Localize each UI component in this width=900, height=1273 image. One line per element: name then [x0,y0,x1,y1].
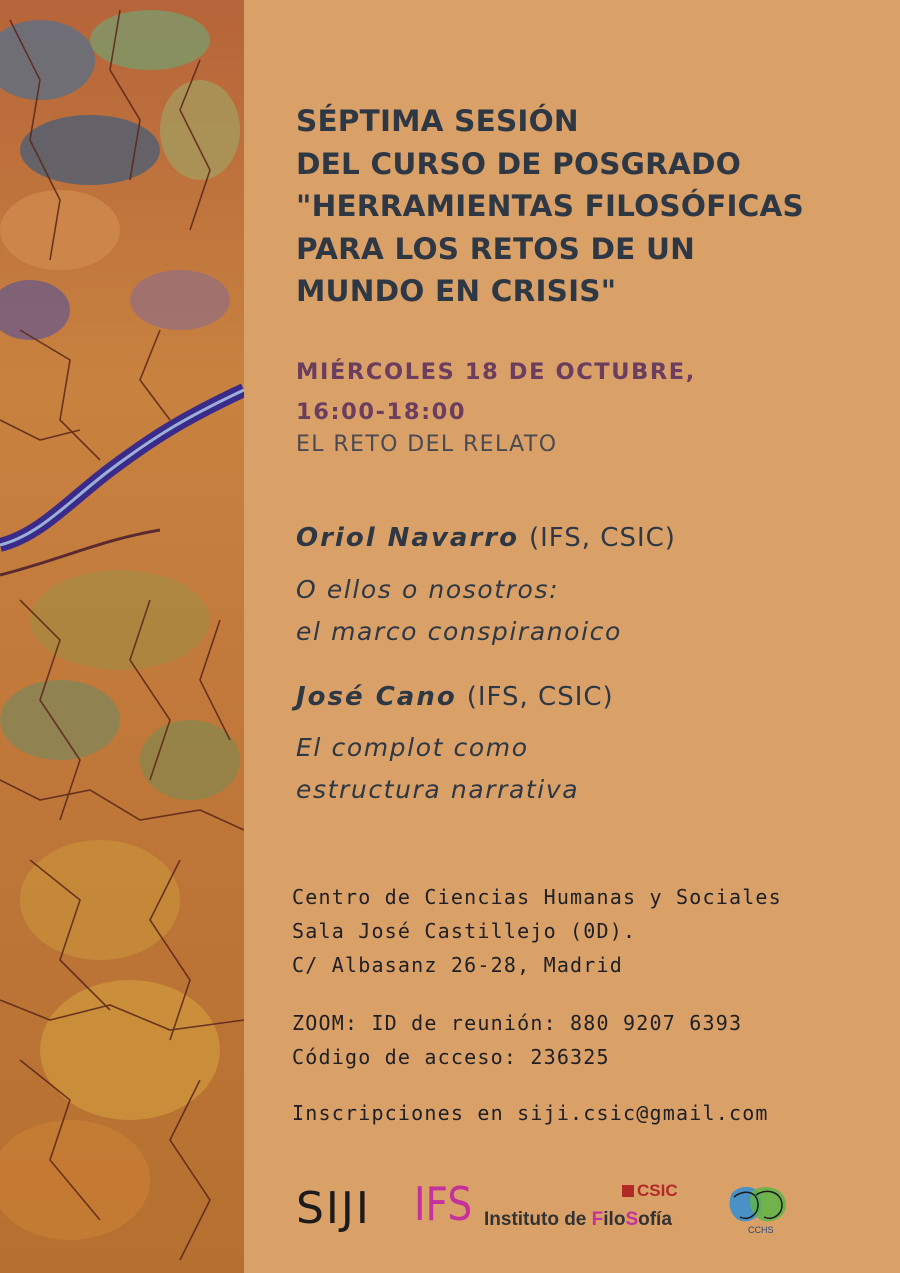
talk-title-line: estructura narrativa [296,775,580,804]
cchs-logo [724,1183,794,1239]
speaker-name: Oriol Navarro [296,523,519,553]
talk-title-line: O ellos o nosotros: [296,575,560,604]
logo-bar [244,1175,900,1245]
csic-emblem-icon [622,1185,634,1197]
zoom-passcode: Código de acceso: 236325 [292,1045,610,1069]
ifs-name-part: ofía [638,1209,672,1230]
ifs-name-part: ilo [603,1209,626,1230]
venue-line: Sala José Castillejo (0D). [292,919,637,943]
registration-text: Inscripciones en siji.csic@gmail.com [292,1101,769,1125]
csic-logo [622,1181,678,1201]
ifs-name-part: Instituto de [484,1209,592,1230]
talk-title-1 [296,569,622,653]
event-title [296,100,896,313]
speaker-1 [296,520,676,556]
zoom-block [292,1006,742,1074]
cchs-logo-text: CCHS [748,1225,774,1235]
time-line: 16:00-18:00 [296,399,467,425]
ifs-name-part: F [591,1209,604,1230]
session-subtitle: EL RETO DEL RELATO [296,432,558,457]
talk-title-line: el marco conspiranoico [296,617,622,646]
siji-logo: SIJI [296,1183,371,1234]
ifs-institute-name [484,1209,672,1231]
ifs-name-part: S [625,1209,639,1230]
venue-line: C/ Albasanz 26-28, Madrid [292,953,624,977]
ifs-logo: IFS [414,1177,473,1231]
venue-block [292,880,782,982]
talk-title-2 [296,727,579,811]
event-date [296,352,696,432]
venue-line: Centro de Ciencias Humanas y Sociales [292,885,782,909]
zoom-id: ZOOM: ID de reunión: 880 9207 6393 [292,1011,743,1035]
speaker-affiliation: (IFS, CSIC) [528,523,676,553]
csic-logo-text: CSIC [637,1181,678,1200]
speaker-2 [296,679,614,715]
date-line: MIÉRCOLES 18 DE OCTUBRE, [296,359,696,385]
title-line: MUNDO EN CRISIS" [296,274,617,308]
title-line: PARA LOS RETOS DE UN [296,231,696,266]
speaker-name: José Cano [296,682,457,712]
speaker-affiliation: (IFS, CSIC) [466,682,614,712]
title-line: SÉPTIMA SESIÓN [296,104,579,138]
title-line: "HERRAMIENTAS FILOSÓFICAS [296,189,804,223]
title-line: DEL CURSO DE POSGRADO [296,146,742,181]
talk-title-line: El complot como [296,733,529,762]
satellite-image-strip [0,0,244,1273]
content-panel [244,0,900,1273]
